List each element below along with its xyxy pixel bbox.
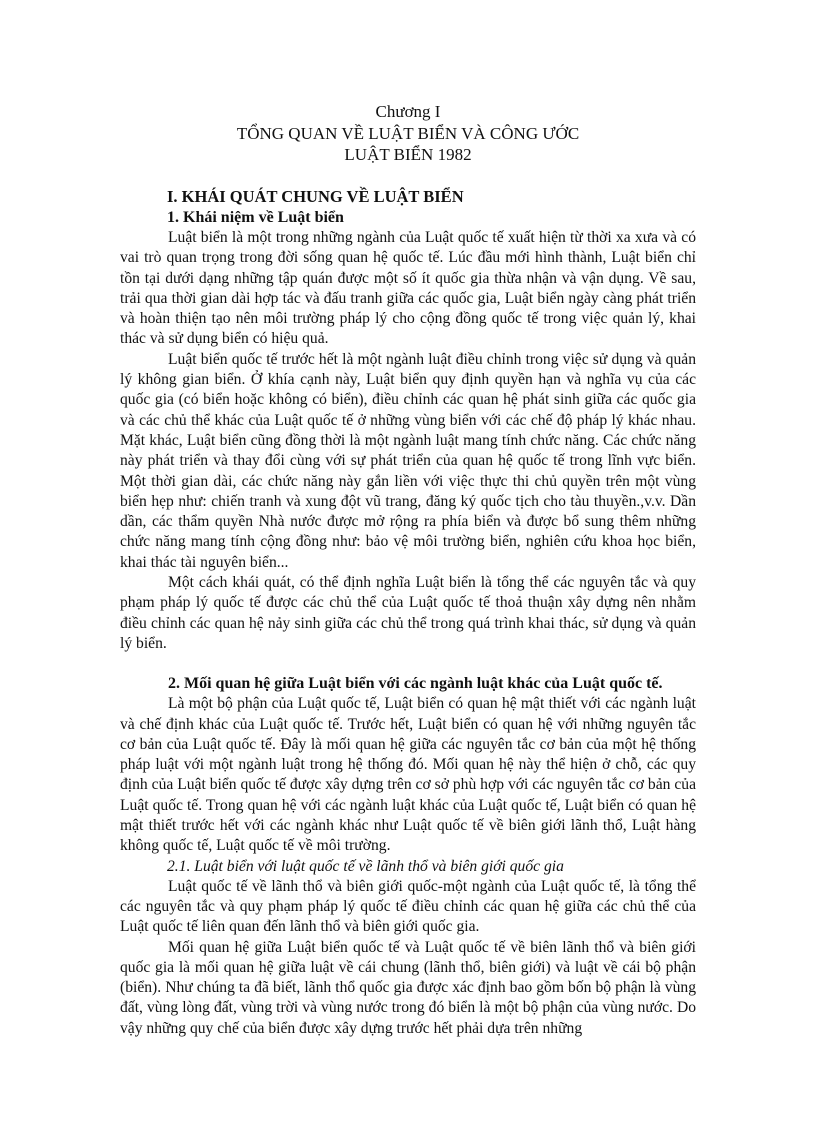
chapter-title — [120, 123, 696, 165]
paragraph: Luật biển quốc tế trước hết là một ngành luật điều chỉnh trong việc sử dụng và quản lý không gian biển. Ở khía cạnh này, Luật biển quy định quyền hạn và nghĩa vụ của các quốc gia (có biển hoặc không có biển), điều chỉnh các quan hệ phát sinh giữa các quốc gia và các chủ thể khác của Luật quốc tế ở những vùng biển với các chế độ pháp lý khác nhau. Mặt khác, Luật biển cũng đồng thời là một ngành luật mang tính chức năng. Các chức năng này phát triển và thay đổi cùng với sự phát triển của quan hệ quốc tế trong lĩnh vực biển. Một thời gian dài, các chức năng này gắn liền với việc thực thi chủ quyền trên một vùng biển hẹp như: chiến tranh và xung đột vũ trang, đăng ký quốc tịch cho tàu thuyền.,v.v. Dần dần, các thẩm quyền Nhà nước được mở rộng ra phía biển và được bổ sung thêm những chức năng mang tính cộng đồng như: bảo vệ môi trường biển, nghiên cứu khoa học biển, khai thác tài nguyên biển... — [120, 350, 696, 571]
chapter-label: Chương I — [375, 102, 441, 121]
paragraph: Một cách khái quát, có thể định nghĩa Luật biển là tổng thể các nguyên tắc và quy phạm pháp lý quốc tế được các chủ thể của Luật quốc tế thoả thuận xây dựng nên nhằm điều chỉnh các quan hệ nảy sinh giữa các chủ thể trong quá trình khai thác, sử dụng và quản lý biển. — [120, 574, 696, 652]
paragraph: Là một bộ phận của Luật quốc tế, Luật biển có quan hệ mật thiết với các ngành luật và chế định khác của Luật quốc tế. Trước hết, Luật biển có quan hệ với những nguyên tắc cơ bản của Luật quốc tế. Đây là mối quan hệ giữa các nguyên tắc cơ bản của một hệ thống pháp luật với một ngành luật trong hệ thống đó. Mối quan hệ này thể hiện ở chỗ, các quy định của Luật biển quốc tế được xây dựng trên cơ sở phù hợp với các nguyên tắc cơ bản của Luật quốc tế. Trong quan hệ với các ngành luật khác của Luật quốc tế, Luật biển có quan hệ mật thiết trước hết với các ngành khác như Luật quốc tế về biên giới lãnh thổ, Luật hàng không quốc tế, Luật quốc tế về môi trường. — [120, 695, 696, 855]
chapter-title-line-2: LUẬT BIỂN 1982 — [344, 145, 472, 164]
subsection-heading-2: 2. Mối quan hệ giữa Luật biển với các ngành luật khác của Luật quốc tế. — [168, 675, 663, 693]
paragraph: Mối quan hệ giữa Luật biển quốc tế và Luật quốc tế về biên lãnh thổ và biên giới quốc gia là mối quan hệ giữa luật về cái chung (lãnh thổ, biên giới) và luật về cái bộ phận (biển). Như chúng ta đã biết, lãnh thổ quốc gia được xác định bao gồm bốn bộ phận là vùng đất, vùng lòng đất, vùng trời và vùng nước trong đó biển là một bộ phận của vùng nước. Do vậy những quy chế của biển được xây dựng trước hết phải dựa trên những — [120, 938, 696, 1037]
subsubsection-heading-2-1: 2.1. Luật biển với luật quốc tế về lãnh thổ và biên giới quốc gia — [167, 857, 564, 875]
section-heading-1: I. KHÁI QUÁT CHUNG VỀ LUẬT BIỂN — [167, 187, 464, 206]
paragraph: Luật biển là một trong những ngành của Luật quốc tế xuất hiện từ thời xa xưa và có vai trò quan trọng trong đời sống quan hệ quốc tế. Lúc đầu mới hình thành, Luật biển chỉ tồn tại dưới dạng những tập quán được một số ít quốc gia thừa nhận và vận dụng. Về sau, trải qua thời gian dài hợp tác và đấu tranh giữa các quốc gia, Luật biển ngày càng phát triển và hoàn thiện tạo nên môi trường pháp lý cho cộng đồng quốc tế trong việc quản lý, khai thác và sử dụng biển có hiệu quả. — [120, 229, 696, 348]
paragraph: Luật quốc tế về lãnh thổ và biên giới quốc-một ngành của Luật quốc tế, là tổng thể các nguyên tắc và quy phạm pháp lý quốc tế điều chỉnh các quan hệ giữa các chủ thể của Luật quốc tế liên quan đến lãnh thổ và biên giới quốc gia. — [120, 877, 696, 936]
page-content — [120, 101, 696, 1039]
chapter-title-line-1: TỔNG QUAN VỀ LUẬT BIỂN VÀ CÔNG ƯỚC — [236, 124, 580, 143]
subsection-heading-1: 1. Khái niệm về Luật biển — [167, 209, 344, 226]
